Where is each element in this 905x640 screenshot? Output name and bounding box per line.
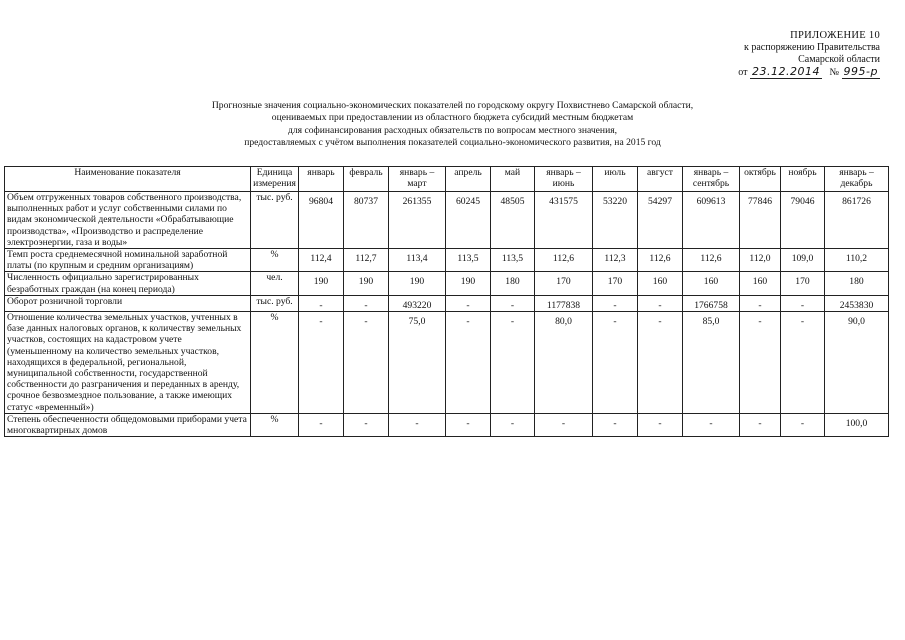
table-cell: 109,0 xyxy=(781,249,825,272)
table-cell: - xyxy=(299,295,344,311)
table-cell: 60245 xyxy=(446,192,491,249)
table-cell: 112,0 xyxy=(740,249,781,272)
table-cell: - xyxy=(781,413,825,436)
appendix-line-2: Самарской области xyxy=(798,54,880,65)
table-cell: 112,7 xyxy=(344,249,389,272)
table-header-row xyxy=(5,167,889,192)
heading-line-3: для софинансирования расходных обязательств по вопросам местного значения, xyxy=(287,124,618,136)
table-cell: 180 xyxy=(491,272,535,295)
table-cell: - xyxy=(683,413,740,436)
table-cell: 80,0 xyxy=(535,312,593,414)
table-cell: - xyxy=(593,295,638,311)
indicator-unit: тыс. руб. xyxy=(251,295,299,311)
table-cell: 609613 xyxy=(683,192,740,249)
table-cell: 54297 xyxy=(638,192,683,249)
table-cell: - xyxy=(638,413,683,436)
indicator-name: Численность официально зарегистрированных безработных граждан (на конец периода) xyxy=(5,272,251,295)
table-cell: - xyxy=(446,295,491,311)
heading-line-4: предоставляемых с учётом выполнения показателей социально-экономического развития, на 2015 год xyxy=(244,137,661,149)
table-cell: - xyxy=(491,413,535,436)
column-header: январь – декабрь xyxy=(825,167,889,192)
table-cell: 431575 xyxy=(535,192,593,249)
table-cell: 493220 xyxy=(389,295,446,311)
table-cell: - xyxy=(446,413,491,436)
table-row xyxy=(5,312,889,414)
table-cell: 100,0 xyxy=(825,413,889,436)
table-cell: 75,0 xyxy=(389,312,446,414)
column-header: июль xyxy=(593,167,638,192)
table-row xyxy=(5,413,889,436)
table-cell: 77846 xyxy=(740,192,781,249)
table-cell: - xyxy=(638,295,683,311)
table-cell: 861726 xyxy=(825,192,889,249)
table-row xyxy=(5,272,889,295)
column-header: апрель xyxy=(446,167,491,192)
table-body xyxy=(5,192,889,437)
table-cell: - xyxy=(740,312,781,414)
table-cell: 112,3 xyxy=(593,249,638,272)
indicator-unit: % xyxy=(251,413,299,436)
table-cell: 190 xyxy=(389,272,446,295)
table-cell: 110,2 xyxy=(825,249,889,272)
indicators-table xyxy=(4,166,889,437)
table-cell: - xyxy=(344,295,389,311)
table-cell: - xyxy=(344,312,389,414)
table-cell: 170 xyxy=(781,272,825,295)
table-cell: 96804 xyxy=(299,192,344,249)
table-row xyxy=(5,295,889,311)
indicator-unit: % xyxy=(251,312,299,414)
column-header: ноябрь xyxy=(781,167,825,192)
table-cell: 1177838 xyxy=(535,295,593,311)
table-cell: 113,4 xyxy=(389,249,446,272)
table-cell: - xyxy=(491,295,535,311)
table-cell: - xyxy=(740,295,781,311)
from-label: от xyxy=(738,67,748,78)
table-cell: - xyxy=(389,413,446,436)
indicator-name: Объем отгруженных товаров собственного производства, выполненных работ и услуг собственными силами по видам экономической деятельности «Обрабатывающие производства», «Производство и распределение электроэнергии, газа и воды» xyxy=(5,192,251,249)
table-cell: 190 xyxy=(446,272,491,295)
column-header: август xyxy=(638,167,683,192)
table-cell: 85,0 xyxy=(683,312,740,414)
table-cell: - xyxy=(344,413,389,436)
column-header: январь xyxy=(299,167,344,192)
table-cell: 170 xyxy=(535,272,593,295)
column-header: октябрь xyxy=(740,167,781,192)
indicator-name: Темп роста среднемесячной номинальной заработной платы (по крупным и средним организациям) xyxy=(5,249,251,272)
table-cell: - xyxy=(299,413,344,436)
column-header: май xyxy=(491,167,535,192)
table-cell: 160 xyxy=(683,272,740,295)
appendix-title: ПРИЛОЖЕНИЕ 10 xyxy=(790,30,880,41)
table-cell: - xyxy=(740,413,781,436)
table-cell: - xyxy=(593,413,638,436)
column-header: январь – март xyxy=(389,167,446,192)
table-cell: - xyxy=(781,312,825,414)
column-header: январь – сентябрь xyxy=(683,167,740,192)
table-cell: 2453830 xyxy=(825,295,889,311)
appendix-block xyxy=(640,30,880,79)
table-cell: 190 xyxy=(299,272,344,295)
appendix-line-1: к распоряжению Правительства xyxy=(743,42,880,53)
column-header: январь – июнь xyxy=(535,167,593,192)
table-cell: 190 xyxy=(344,272,389,295)
table-cell: - xyxy=(638,312,683,414)
table-cell: 261355 xyxy=(389,192,446,249)
table-cell: 160 xyxy=(638,272,683,295)
heading-line-2: оцениваемых при предоставлении из областного бюджета субсидий местным бюджетам xyxy=(271,112,634,124)
document-heading xyxy=(100,100,805,150)
table-cell: - xyxy=(299,312,344,414)
table-cell: - xyxy=(446,312,491,414)
column-header: Наименование показателя xyxy=(5,167,251,192)
indicator-unit: % xyxy=(251,249,299,272)
table-cell: 112,4 xyxy=(299,249,344,272)
table-cell: - xyxy=(491,312,535,414)
indicator-unit: тыс. руб. xyxy=(251,192,299,249)
table-cell: 79046 xyxy=(781,192,825,249)
indicator-unit: чел. xyxy=(251,272,299,295)
table-cell: 80737 xyxy=(344,192,389,249)
table-cell: - xyxy=(781,295,825,311)
table-cell: - xyxy=(535,413,593,436)
table-cell: 113,5 xyxy=(446,249,491,272)
column-header: Единица измерения xyxy=(251,167,299,192)
decree-reference xyxy=(640,66,880,79)
table-cell: 160 xyxy=(740,272,781,295)
heading-line-1: Прогнозные значения социально-экономических показателей по городскому округу Похвистнево Самарской области, xyxy=(211,100,694,111)
table-cell: 112,6 xyxy=(638,249,683,272)
table-cell: 170 xyxy=(593,272,638,295)
table-cell: 1766758 xyxy=(683,295,740,311)
decree-date: 23.12.2014 xyxy=(752,65,820,78)
table-cell: 90,0 xyxy=(825,312,889,414)
number-sign: № xyxy=(829,67,840,78)
table-cell: 112,6 xyxy=(683,249,740,272)
column-header: февраль xyxy=(344,167,389,192)
table-cell: 112,6 xyxy=(535,249,593,272)
table-cell: - xyxy=(593,312,638,414)
table-row xyxy=(5,192,889,249)
table-cell: 113,5 xyxy=(491,249,535,272)
table-row xyxy=(5,249,889,272)
indicator-name: Оборот розничной торговли xyxy=(5,295,251,311)
table-cell: 180 xyxy=(825,272,889,295)
table-cell: 48505 xyxy=(491,192,535,249)
indicator-name: Степень обеспеченности общедомовыми приборами учета многоквартирных домов xyxy=(5,413,251,436)
indicator-name: Отношение количества земельных участков, учтенных в базе данных налоговых органов, к количеству земельных участков, состоящих на кадастровом учете (уменьшенному на количество земельных участков, находящихся в федеральной, региональной, муниципальной собственности, государственной собственности до разграничения и переданных в аренду, срочное безвозмездное пользование, а также имеющих статус «временный») xyxy=(5,312,251,414)
table-cell: 53220 xyxy=(593,192,638,249)
decree-number: 995-р xyxy=(843,65,878,78)
